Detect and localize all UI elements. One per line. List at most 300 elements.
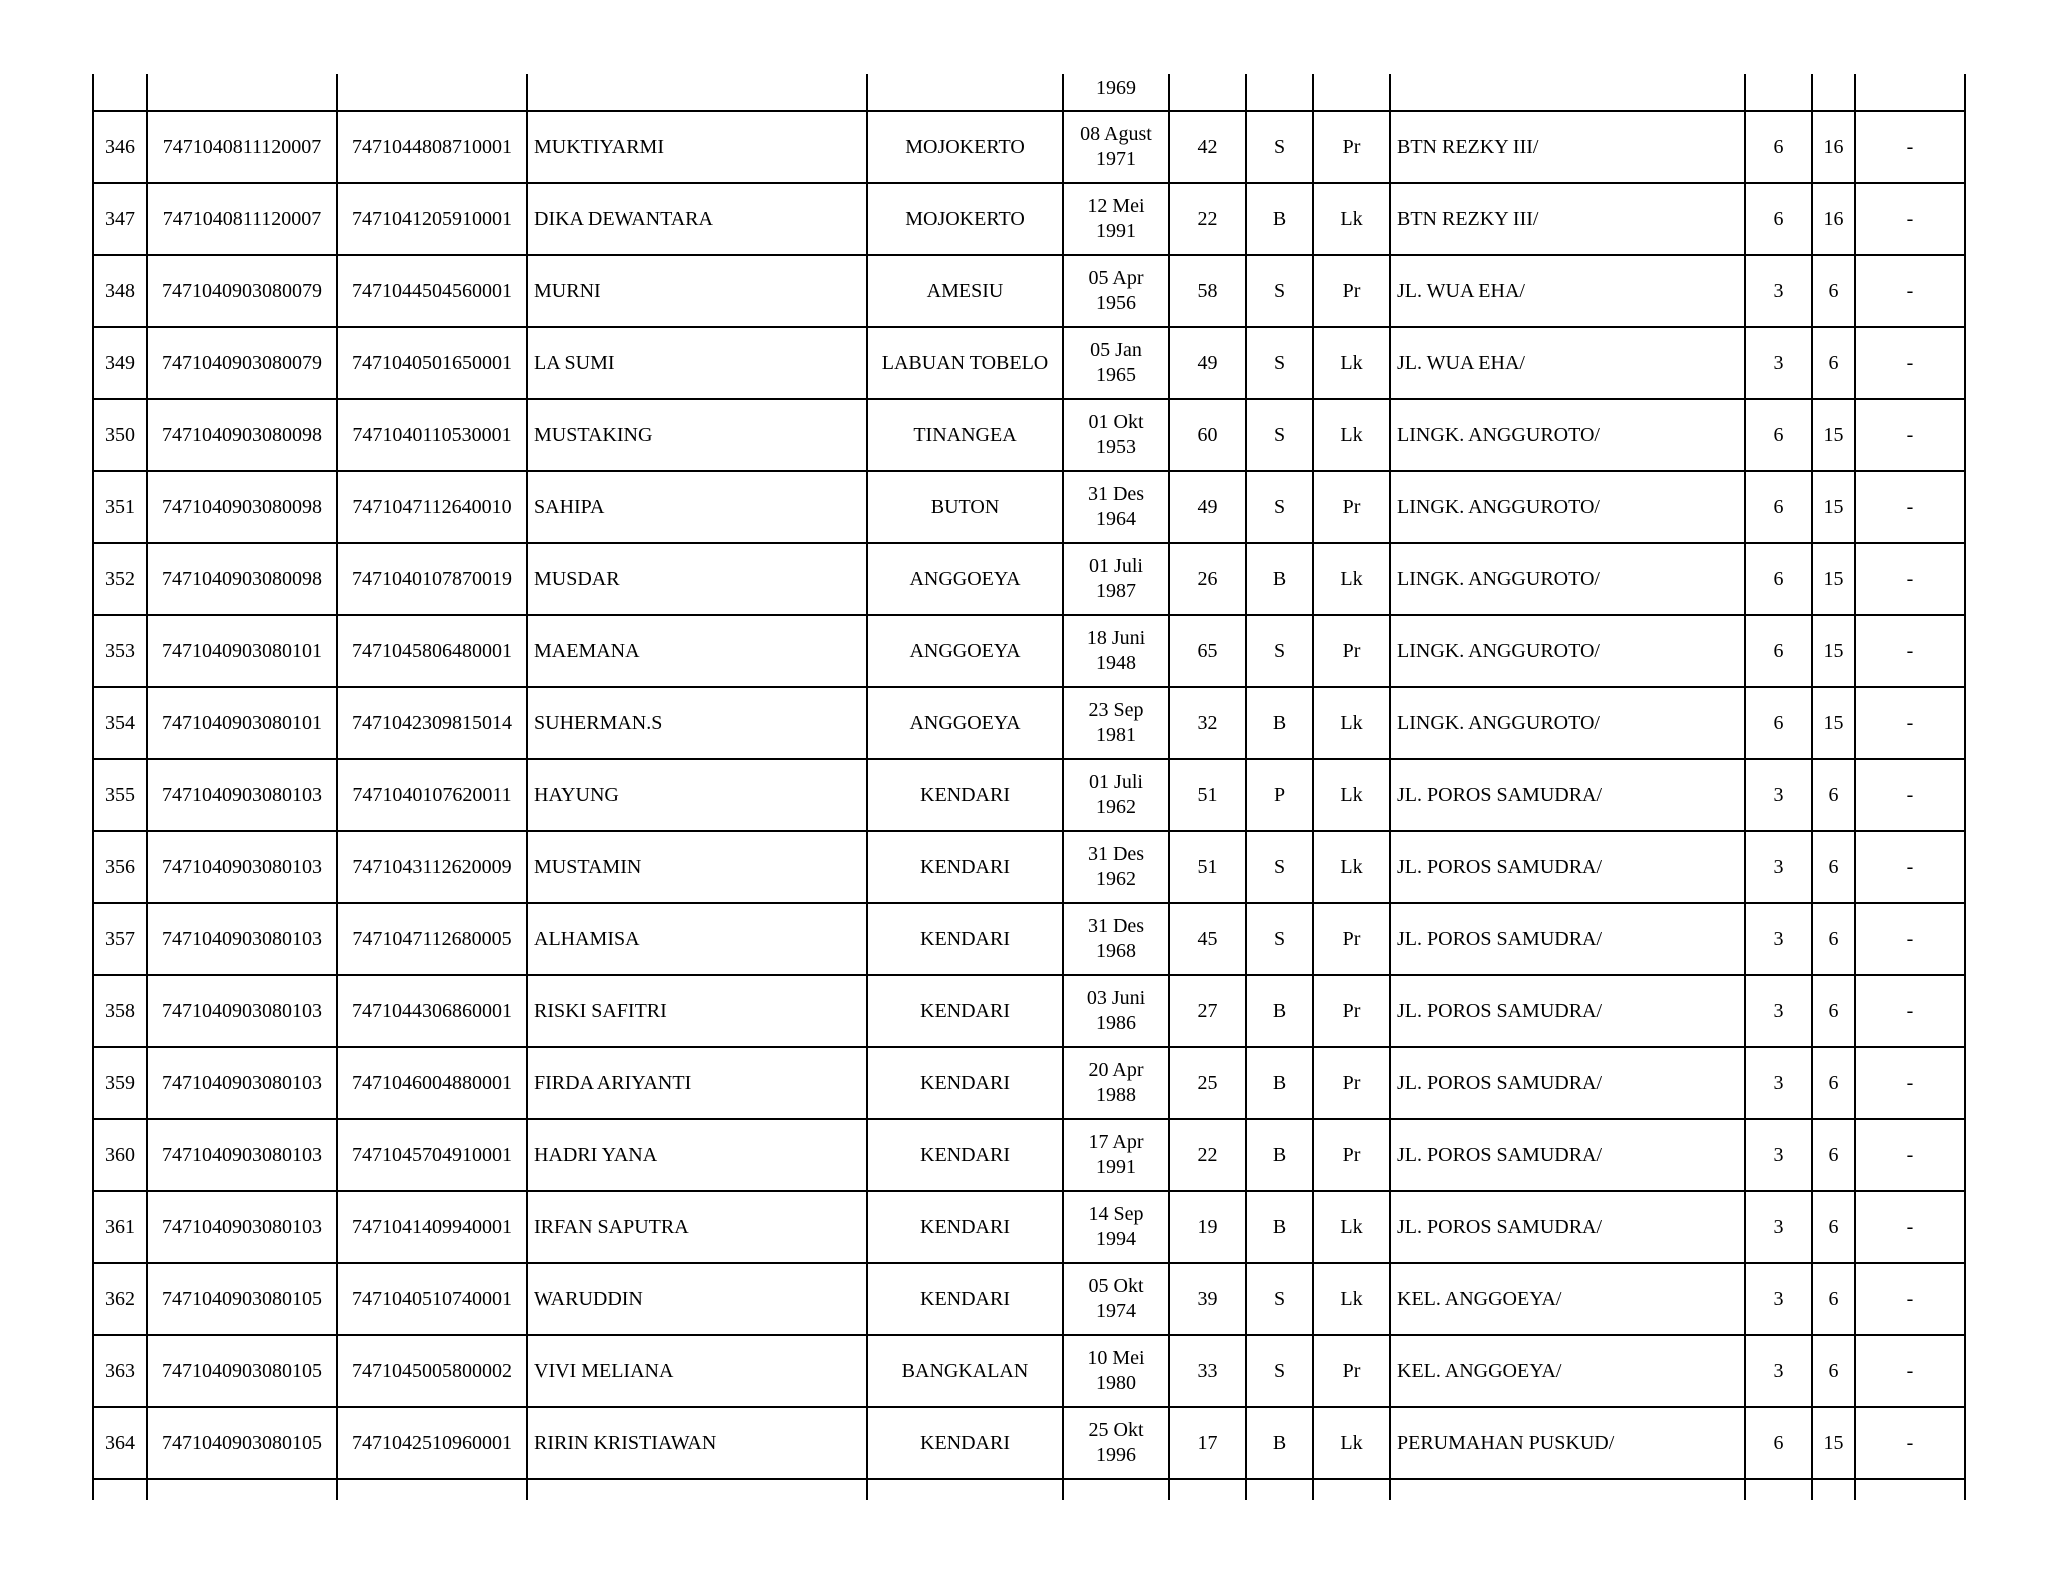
table-row [93,1119,1965,1191]
birthdate-day-month: 12 Mei [1087,195,1145,217]
birthdate-day-month: 14 Sep [1088,1203,1144,1225]
cell-no [93,1479,147,1500]
cell-sex: Pr [1313,1119,1390,1191]
cell-birthdate [1063,759,1169,831]
cell-no: 348 [93,255,147,327]
cell-nik: 7471047112680005 [337,903,527,975]
cell-rw: 3 [1745,255,1812,327]
birthdate-year: 1965 [1096,364,1136,386]
table-row [93,1263,1965,1335]
cell-nik: 7471040510740001 [337,1263,527,1335]
birthdate-year: 1962 [1096,796,1136,818]
birthdate-year: 1962 [1096,868,1136,890]
cell-birthplace [867,74,1063,111]
cell-note: - [1855,1119,1965,1191]
cell-rw: 3 [1745,759,1812,831]
cell-address: LINGK. ANGGUROTO/ [1390,615,1745,687]
cell-name: SAHIPA [527,471,867,543]
cell-no: 349 [93,327,147,399]
cell-no: 356 [93,831,147,903]
cell-kk: 7471040903080079 [147,255,337,327]
birthdate-day-month: 25 Okt [1088,1419,1144,1441]
cell-rt: 6 [1812,903,1855,975]
cell-birthdate [1063,327,1169,399]
cell-name: MUSDAR [527,543,867,615]
cell-rw: 3 [1745,1119,1812,1191]
cell-birthdate [1063,615,1169,687]
cell-kk: 7471040903080103 [147,975,337,1047]
cell-nik: 7471041205910001 [337,183,527,255]
cell-age: 22 [1169,183,1246,255]
cell-birthdate [1063,831,1169,903]
cell-no: 347 [93,183,147,255]
cell-rt: 15 [1812,399,1855,471]
cell-age [1169,1479,1246,1500]
cell-birthplace: KENDARI [867,903,1063,975]
cell-nik: 7471044504560001 [337,255,527,327]
birthdate-year: 1994 [1096,1228,1136,1250]
cell-status: B [1246,1119,1313,1191]
table-row [93,1047,1965,1119]
cell-address: JL. POROS SAMUDRA/ [1390,903,1745,975]
cell-rt: 15 [1812,1407,1855,1479]
cell-no: 357 [93,903,147,975]
cell-age: 19 [1169,1191,1246,1263]
cell-birthplace: KENDARI [867,759,1063,831]
cell-age: 32 [1169,687,1246,759]
cell-sex: Pr [1313,615,1390,687]
cell-no: 351 [93,471,147,543]
cell-birthplace: KENDARI [867,1047,1063,1119]
cell-rw [1745,74,1812,111]
cell-birthplace: TINANGEA [867,399,1063,471]
cell-note: - [1855,1335,1965,1407]
cell-sex: Pr [1313,975,1390,1047]
cell-name: MURNI [527,255,867,327]
cell-no: 362 [93,1263,147,1335]
table-row [93,759,1965,831]
cell-rt: 15 [1812,543,1855,615]
cell-age: 33 [1169,1335,1246,1407]
birthdate-year: 1969 [1096,77,1136,99]
cell-status: B [1246,687,1313,759]
table-row [93,399,1965,471]
birthdate-year: 1974 [1096,1300,1136,1322]
cell-no: 354 [93,687,147,759]
cell-address: JL. WUA EHA/ [1390,327,1745,399]
table-row [93,1407,1965,1479]
cell-name: MUSTAKING [527,399,867,471]
table-row [93,255,1965,327]
cell-note: - [1855,687,1965,759]
cell-kk: 7471040811120007 [147,111,337,183]
cell-rw: 6 [1745,1407,1812,1479]
cell-kk: 7471040903080098 [147,471,337,543]
birthdate-day-month: 05 Okt [1088,1275,1144,1297]
cell-age: 25 [1169,1047,1246,1119]
birthdate-year: 1991 [1096,1156,1136,1178]
cell-sex: Lk [1313,327,1390,399]
cell-age: 45 [1169,903,1246,975]
cell-age: 51 [1169,831,1246,903]
cell-nik: 7471047112640010 [337,471,527,543]
cell-rw: 3 [1745,975,1812,1047]
cell-sex: Pr [1313,1047,1390,1119]
cell-age: 65 [1169,615,1246,687]
cell-no: 363 [93,1335,147,1407]
cell-name: HADRI YANA [527,1119,867,1191]
cell-birthplace: ANGGOEYA [867,543,1063,615]
cell-nik: 7471046004880001 [337,1047,527,1119]
cell-birthplace: AMESIU [867,255,1063,327]
birthdate-day-month: 20 Apr [1088,1059,1144,1081]
cell-status: B [1246,1047,1313,1119]
cell-kk: 7471040903080098 [147,399,337,471]
cell-name [527,1479,867,1500]
cell-nik: 7471040501650001 [337,327,527,399]
cell-age: 27 [1169,975,1246,1047]
cell-birthdate [1063,255,1169,327]
cell-rt: 6 [1812,327,1855,399]
cell-status: B [1246,1191,1313,1263]
cell-kk [147,1479,337,1500]
cell-status: B [1246,183,1313,255]
cell-kk: 7471040903080105 [147,1263,337,1335]
birthdate-day-month: 18 Juni [1086,627,1146,649]
cell-birthdate [1063,687,1169,759]
table-row [93,903,1965,975]
cell-kk: 7471040903080105 [147,1335,337,1407]
cell-note: - [1855,1407,1965,1479]
cell-nik: 7471040110530001 [337,399,527,471]
cell-note: - [1855,759,1965,831]
cell-no: 364 [93,1407,147,1479]
birthdate-year: 1953 [1096,436,1136,458]
cell-birthplace: KENDARI [867,975,1063,1047]
birthdate-year: 1964 [1096,508,1136,530]
birthdate-day-month: 08 Agust [1080,123,1152,145]
cell-status: S [1246,399,1313,471]
cell-name: SUHERMAN.S [527,687,867,759]
table-row [93,975,1965,1047]
cell-kk: 7471040903080101 [147,615,337,687]
cell-rw: 3 [1745,1047,1812,1119]
cell-status: S [1246,327,1313,399]
cell-status: S [1246,615,1313,687]
cell-name: IRFAN SAPUTRA [527,1191,867,1263]
cell-nik [337,1479,527,1500]
cell-address: LINGK. ANGGUROTO/ [1390,399,1745,471]
cell-sex: Lk [1313,543,1390,615]
cell-status: B [1246,543,1313,615]
cell-address: KEL. ANGGOEYA/ [1390,1335,1745,1407]
cell-birthdate [1063,1263,1169,1335]
birthdate-day-month: 03 Juni [1086,987,1146,1009]
cell-rw: 3 [1745,831,1812,903]
table-body [93,74,1965,1500]
cell-status: S [1246,111,1313,183]
birthdate-day-month: 17 Apr [1088,1131,1144,1153]
birthdate-year: 1948 [1096,652,1136,674]
cell-name: WARUDDIN [527,1263,867,1335]
cell-nik: 7471042309815014 [337,687,527,759]
cell-birthdate [1063,399,1169,471]
cell-rw: 6 [1745,615,1812,687]
cell-birthplace: LABUAN TOBELO [867,327,1063,399]
birthdate-year: 1986 [1096,1012,1136,1034]
cell-note: - [1855,543,1965,615]
cell-note: - [1855,183,1965,255]
cell-age: 26 [1169,543,1246,615]
cell-rw: 3 [1745,327,1812,399]
cell-note: - [1855,1263,1965,1335]
cell-sex: Pr [1313,903,1390,975]
cell-sex: Lk [1313,1407,1390,1479]
cell-rt: 15 [1812,471,1855,543]
cell-birthdate [1063,74,1169,111]
birthdate-day-month: 05 Jan [1090,339,1142,361]
cell-sex: Lk [1313,183,1390,255]
cell-rt: 6 [1812,1263,1855,1335]
cell-name: DIKA DEWANTARA [527,183,867,255]
cell-birthdate [1063,975,1169,1047]
birthdate-year: 1987 [1096,580,1136,602]
table-row [93,687,1965,759]
cell-kk: 7471040903080098 [147,543,337,615]
cell-birthdate [1063,903,1169,975]
cell-birthplace: BANGKALAN [867,1335,1063,1407]
table-row [93,183,1965,255]
table-row [93,1335,1965,1407]
cell-birthplace: KENDARI [867,831,1063,903]
cell-note [1855,1479,1965,1500]
cell-rw: 3 [1745,1191,1812,1263]
cell-rt: 6 [1812,255,1855,327]
cell-rt [1812,1479,1855,1500]
cell-no: 350 [93,399,147,471]
cell-note [1855,74,1965,111]
cell-no: 360 [93,1119,147,1191]
table-row [93,615,1965,687]
cell-address: LINGK. ANGGUROTO/ [1390,687,1745,759]
cell-age: 49 [1169,327,1246,399]
cell-age: 60 [1169,399,1246,471]
cell-nik: 7471040107870019 [337,543,527,615]
cell-birthdate [1063,471,1169,543]
cell-name: MAEMANA [527,615,867,687]
cell-nik [337,74,527,111]
cell-address: PERUMAHAN PUSKUD/ [1390,1407,1745,1479]
cell-birthplace: ANGGOEYA [867,687,1063,759]
cell-no: 358 [93,975,147,1047]
cell-address: LINGK. ANGGUROTO/ [1390,471,1745,543]
cell-rw: 6 [1745,543,1812,615]
cell-rt: 6 [1812,1191,1855,1263]
cell-status [1246,74,1313,111]
birthdate-year: 1988 [1096,1084,1136,1106]
cell-name: LA SUMI [527,327,867,399]
cell-nik: 7471043112620009 [337,831,527,903]
cell-rt: 6 [1812,1047,1855,1119]
cell-note: - [1855,471,1965,543]
cell-birthplace: MOJOKERTO [867,111,1063,183]
cell-kk: 7471040903080103 [147,1047,337,1119]
continued-row-next-page [93,1479,1965,1500]
birthdate-day-month: 10 Mei [1087,1347,1145,1369]
cell-address: JL. POROS SAMUDRA/ [1390,1047,1745,1119]
birthdate-day-month: 23 Sep [1088,699,1144,721]
cell-birthdate [1063,1191,1169,1263]
cell-nik: 7471044808710001 [337,111,527,183]
cell-status: S [1246,1335,1313,1407]
cell-sex: Pr [1313,111,1390,183]
cell-age: 39 [1169,1263,1246,1335]
cell-rw [1745,1479,1812,1500]
cell-address: LINGK. ANGGUROTO/ [1390,543,1745,615]
cell-note: - [1855,1191,1965,1263]
cell-nik: 7471041409940001 [337,1191,527,1263]
cell-rt: 6 [1812,831,1855,903]
cell-rt: 6 [1812,1119,1855,1191]
cell-birthdate [1063,543,1169,615]
cell-status: S [1246,831,1313,903]
cell-sex: Pr [1313,1335,1390,1407]
cell-nik: 7471045005800002 [337,1335,527,1407]
cell-sex: Pr [1313,471,1390,543]
cell-sex: Lk [1313,759,1390,831]
birthdate-year: 1971 [1096,148,1136,170]
cell-status: B [1246,1407,1313,1479]
cell-kk: 7471040903080105 [147,1407,337,1479]
cell-address: JL. POROS SAMUDRA/ [1390,1191,1745,1263]
birthdate-day-month: 01 Juli [1089,555,1143,577]
cell-kk: 7471040903080103 [147,831,337,903]
cell-rt: 6 [1812,1335,1855,1407]
continued-row [93,74,1965,111]
cell-birthdate [1063,111,1169,183]
cell-age: 17 [1169,1407,1246,1479]
cell-name: VIVI MELIANA [527,1335,867,1407]
birthdate-year: 1996 [1096,1444,1136,1466]
cell-address: JL. POROS SAMUDRA/ [1390,831,1745,903]
cell-note: - [1855,831,1965,903]
cell-rw: 6 [1745,687,1812,759]
resident-register-page [92,74,1964,1500]
cell-birthdate [1063,1407,1169,1479]
cell-rt: 15 [1812,687,1855,759]
cell-address [1390,1479,1745,1500]
cell-birthplace: KENDARI [867,1119,1063,1191]
cell-address: BTN REZKY III/ [1390,111,1745,183]
birthdate-day-month: 31 Des [1087,843,1145,865]
table-row [93,327,1965,399]
cell-kk [147,74,337,111]
cell-rw: 6 [1745,183,1812,255]
cell-address: KEL. ANGGOEYA/ [1390,1263,1745,1335]
cell-nik: 7471040107620011 [337,759,527,831]
cell-name: MUKTIYARMI [527,111,867,183]
cell-note: - [1855,399,1965,471]
cell-nik: 7471045704910001 [337,1119,527,1191]
birthdate-day-month: 31 Des [1087,483,1145,505]
cell-sex [1313,74,1390,111]
cell-sex: Lk [1313,687,1390,759]
cell-rw: 6 [1745,111,1812,183]
cell-note: - [1855,327,1965,399]
cell-birthplace: MOJOKERTO [867,183,1063,255]
cell-age: 42 [1169,111,1246,183]
cell-birthdate [1063,183,1169,255]
cell-address: JL. POROS SAMUDRA/ [1390,759,1745,831]
cell-kk: 7471040811120007 [147,183,337,255]
cell-sex: Pr [1313,255,1390,327]
cell-rt: 6 [1812,975,1855,1047]
table-row [93,831,1965,903]
cell-address: JL. WUA EHA/ [1390,255,1745,327]
table-row [93,543,1965,615]
cell-rt: 16 [1812,183,1855,255]
cell-status: S [1246,471,1313,543]
cell-status: S [1246,255,1313,327]
cell-rt [1812,74,1855,111]
cell-kk: 7471040903080101 [147,687,337,759]
cell-status: B [1246,975,1313,1047]
birthdate-year: 1981 [1096,724,1136,746]
cell-name [527,74,867,111]
cell-rw: 6 [1745,399,1812,471]
cell-no: 361 [93,1191,147,1263]
cell-no: 353 [93,615,147,687]
cell-note: - [1855,975,1965,1047]
birthdate-year: 1991 [1096,220,1136,242]
cell-nik: 7471045806480001 [337,615,527,687]
cell-birthplace: KENDARI [867,1407,1063,1479]
cell-name: MUSTAMIN [527,831,867,903]
cell-rw: 6 [1745,471,1812,543]
birthdate-year: 1956 [1096,292,1136,314]
cell-note: - [1855,255,1965,327]
cell-rt: 6 [1812,759,1855,831]
cell-birthplace: BUTON [867,471,1063,543]
cell-sex: Lk [1313,1263,1390,1335]
birthdate-day-month: 01 Okt [1088,411,1144,433]
cell-sex: Lk [1313,1191,1390,1263]
birthdate-year: 1980 [1096,1372,1136,1394]
cell-birthplace: KENDARI [867,1191,1063,1263]
resident-table [92,74,1966,1500]
cell-note: - [1855,111,1965,183]
cell-address [1390,74,1745,111]
birthdate-day-month: 31 Des [1087,915,1145,937]
cell-sex: Lk [1313,399,1390,471]
cell-kk: 7471040903080079 [147,327,337,399]
cell-no: 346 [93,111,147,183]
cell-no: 359 [93,1047,147,1119]
cell-kk: 7471040903080103 [147,1119,337,1191]
cell-birthplace [867,1479,1063,1500]
cell-age [1169,74,1246,111]
table-row [93,471,1965,543]
cell-rw: 3 [1745,1335,1812,1407]
cell-birthdate [1063,1047,1169,1119]
cell-note: - [1855,1047,1965,1119]
cell-age: 22 [1169,1119,1246,1191]
cell-birthdate [1063,1335,1169,1407]
cell-no [93,74,147,111]
cell-name: RIRIN KRISTIAWAN [527,1407,867,1479]
cell-nik: 7471042510960001 [337,1407,527,1479]
table-row [93,1191,1965,1263]
